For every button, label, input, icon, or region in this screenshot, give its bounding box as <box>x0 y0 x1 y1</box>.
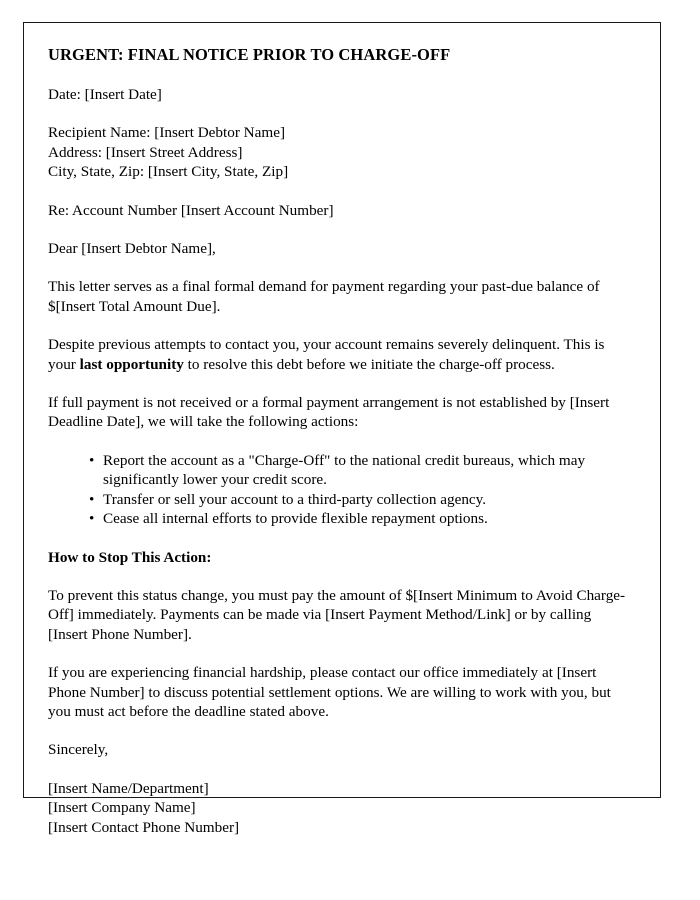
delinquent-text-before: Despite previous attempts to contact you, your account remains severely delinquent. This is your <box>48 336 605 373</box>
list-item: • Report the account as a "Charge-Off" to the national credit bureaus, which may significantly lower your credit score. <box>89 451 634 490</box>
signature-block <box>48 779 634 837</box>
recipient-city-state-zip-line: City, State, Zip: [Insert City, State, Zip] <box>48 163 289 181</box>
signature-company: [Insert Company Name] <box>48 799 196 817</box>
recipient-name-line: Recipient Name: [Insert Debtor Name] <box>48 124 286 142</box>
recipient-block <box>48 123 634 181</box>
list-item: • Cease all internal efforts to provide flexible repayment options. <box>89 509 634 528</box>
letter-page <box>23 22 661 836</box>
signature-phone: [Insert Contact Phone Number] <box>48 818 240 836</box>
paragraph-deadline: If full payment is not received or a formal payment arrangement is not established by [Insert Deadline Date], we will take the following actions: <box>48 394 610 431</box>
paragraph-prevent: To prevent this status change, you must pay the amount of $[Insert Minimum to Avoid Charge-Off] immediately. Payments can be made via [Insert Payment Method/Link] or by calling [Insert Phone Number]. <box>48 586 626 643</box>
letter-content <box>24 23 660 837</box>
paragraph-hardship: If you are experiencing financial hardship, please contact our office immediately at [Insert Phone Number] to discuss potential settlement options. We are willing to work with you, but you must act before the deadline stated above. <box>48 664 611 720</box>
page-title: URGENT: FINAL NOTICE PRIOR TO CHARGE-OFF <box>48 45 451 64</box>
paragraph-demand: This letter serves as a final formal demand for payment regarding your past-due balance of $[Insert Total Amount Due]. <box>48 278 600 315</box>
signature-name-department: [Insert Name/Department] <box>48 779 209 797</box>
recipient-address-line: Address: [Insert Street Address] <box>48 143 243 161</box>
actions-list <box>48 451 634 529</box>
list-item: • Transfer or sell your account to a third-party collection agency. <box>89 490 634 509</box>
stop-action-heading: How to Stop This Action: <box>48 548 212 566</box>
date-line: Date: [Insert Date] <box>48 86 162 103</box>
paragraph-delinquent <box>48 335 634 374</box>
salutation: Dear [Insert Debtor Name], <box>48 240 216 258</box>
closing: Sincerely, <box>48 741 109 759</box>
last-opportunity-emphasis: last opportunity <box>79 355 184 373</box>
re-line: Re: Account Number [Insert Account Number] <box>48 201 334 219</box>
delinquent-text-after: to resolve this debt before we initiate the charge-off process. <box>183 355 555 373</box>
